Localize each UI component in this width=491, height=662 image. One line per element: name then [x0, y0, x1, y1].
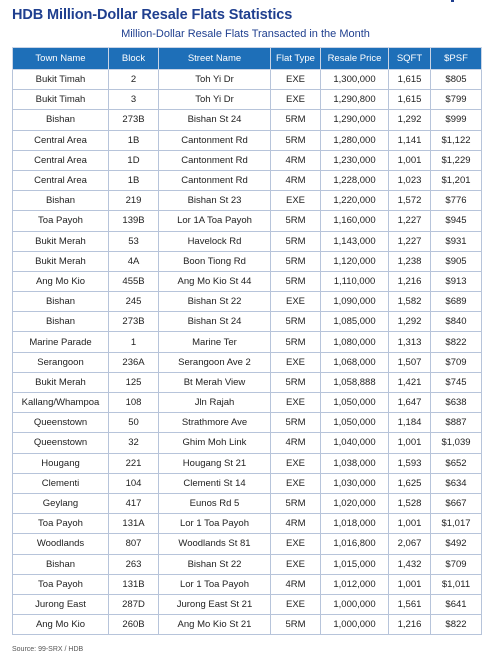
cell-street: Woodlands St 81: [159, 534, 271, 554]
cell-psf: $1,201: [431, 170, 482, 190]
cell-flat-type: EXE: [271, 292, 321, 312]
table-row: [13, 292, 482, 312]
corner-mark: [451, 0, 454, 2]
cell-town: Queenstown: [13, 433, 109, 453]
cell-resale-price: 1,040,000: [321, 433, 389, 453]
cell-flat-type: EXE: [271, 453, 321, 473]
cell-town: Kallang/Whampoa: [13, 393, 109, 413]
cell-flat-type: 5RM: [271, 231, 321, 251]
cell-town: Serangoon: [13, 352, 109, 372]
table-row: [13, 352, 482, 372]
cell-flat-type: 5RM: [271, 493, 321, 513]
cell-psf: $638: [431, 393, 482, 413]
cell-block: 131A: [109, 514, 159, 534]
cell-block: 1: [109, 332, 159, 352]
cell-street: Cantonment Rd: [159, 150, 271, 170]
cell-resale-price: 1,000,000: [321, 594, 389, 614]
cell-resale-price: 1,220,000: [321, 191, 389, 211]
cell-flat-type: 5RM: [271, 615, 321, 635]
cell-block: 417: [109, 493, 159, 513]
table-caption: Million-Dollar Resale Flats Transacted in the Month: [121, 28, 370, 40]
cell-flat-type: 4RM: [271, 514, 321, 534]
cell-resale-price: 1,085,000: [321, 312, 389, 332]
cell-town: Ang Mo Kio: [13, 615, 109, 635]
cell-flat-type: EXE: [271, 393, 321, 413]
cell-flat-type: 4RM: [271, 150, 321, 170]
cell-sqft: 1,421: [389, 372, 431, 392]
cell-town: Bukit Merah: [13, 251, 109, 271]
table-row: [13, 271, 482, 291]
cell-sqft: 1,561: [389, 594, 431, 614]
table-row: [13, 150, 482, 170]
cell-psf: $913: [431, 271, 482, 291]
cell-block: 2: [109, 70, 159, 90]
table-row: [13, 312, 482, 332]
cell-resale-price: 1,160,000: [321, 211, 389, 231]
cell-flat-type: 5RM: [271, 130, 321, 150]
cell-resale-price: 1,015,000: [321, 554, 389, 574]
table-row: [13, 514, 482, 534]
cell-resale-price: 1,016,800: [321, 534, 389, 554]
table-row: [13, 251, 482, 271]
cell-flat-type: 4RM: [271, 433, 321, 453]
cell-sqft: 1,001: [389, 150, 431, 170]
table-row: [13, 372, 482, 392]
table-row: [13, 493, 482, 513]
table-row: [13, 211, 482, 231]
cell-block: 245: [109, 292, 159, 312]
cell-town: Geylang: [13, 493, 109, 513]
cell-resale-price: 1,228,000: [321, 170, 389, 190]
cell-psf: $1,017: [431, 514, 482, 534]
cell-psf: $805: [431, 70, 482, 90]
cell-town: Woodlands: [13, 534, 109, 554]
cell-block: 263: [109, 554, 159, 574]
table-row: [13, 473, 482, 493]
cell-flat-type: EXE: [271, 473, 321, 493]
column-header-psf: $PSF: [431, 48, 482, 70]
cell-resale-price: 1,038,000: [321, 453, 389, 473]
cell-town: Bishan: [13, 191, 109, 211]
cell-street: Bishan St 24: [159, 110, 271, 130]
cell-psf: $887: [431, 413, 482, 433]
cell-sqft: 1,184: [389, 413, 431, 433]
cell-resale-price: 1,050,000: [321, 393, 389, 413]
table-row: [13, 110, 482, 130]
cell-flat-type: EXE: [271, 70, 321, 90]
cell-street: Bishan St 22: [159, 292, 271, 312]
cell-psf: $641: [431, 594, 482, 614]
cell-block: 108: [109, 393, 159, 413]
cell-sqft: 1,292: [389, 110, 431, 130]
table-row: [13, 170, 482, 190]
cell-resale-price: 1,020,000: [321, 493, 389, 513]
cell-block: 273B: [109, 110, 159, 130]
cell-block: 53: [109, 231, 159, 251]
cell-street: Hougang St 21: [159, 453, 271, 473]
cell-town: Central Area: [13, 130, 109, 150]
cell-street: Bt Merah View: [159, 372, 271, 392]
cell-psf: $745: [431, 372, 482, 392]
cell-flat-type: 5RM: [271, 372, 321, 392]
cell-street: Toh Yi Dr: [159, 90, 271, 110]
table-body: [13, 70, 482, 635]
cell-sqft: 1,507: [389, 352, 431, 372]
cell-flat-type: EXE: [271, 554, 321, 574]
cell-street: Strathmore Ave: [159, 413, 271, 433]
cell-street: Lor 1 Toa Payoh: [159, 574, 271, 594]
cell-flat-type: EXE: [271, 594, 321, 614]
table-row: [13, 393, 482, 413]
cell-psf: $945: [431, 211, 482, 231]
cell-town: Clementi: [13, 473, 109, 493]
cell-resale-price: 1,230,000: [321, 150, 389, 170]
cell-block: 807: [109, 534, 159, 554]
cell-psf: $492: [431, 534, 482, 554]
cell-town: Bukit Merah: [13, 372, 109, 392]
cell-flat-type: 5RM: [271, 413, 321, 433]
cell-block: 1B: [109, 130, 159, 150]
cell-town: Central Area: [13, 170, 109, 190]
cell-flat-type: 5RM: [271, 110, 321, 130]
cell-block: 32: [109, 433, 159, 453]
cell-block: 221: [109, 453, 159, 473]
cell-town: Bishan: [13, 554, 109, 574]
cell-psf: $776: [431, 191, 482, 211]
cell-flat-type: EXE: [271, 534, 321, 554]
cell-street: Marine Ter: [159, 332, 271, 352]
cell-flat-type: 4RM: [271, 170, 321, 190]
page-title: HDB Million-Dollar Resale Flats Statistics: [12, 7, 293, 23]
cell-block: 287D: [109, 594, 159, 614]
cell-flat-type: EXE: [271, 90, 321, 110]
cell-psf: $931: [431, 231, 482, 251]
cell-sqft: 1,227: [389, 231, 431, 251]
resale-flats-table: [12, 47, 482, 635]
cell-town: Hougang: [13, 453, 109, 473]
table-row: [13, 615, 482, 635]
table-row: [13, 413, 482, 433]
cell-resale-price: 1,030,000: [321, 473, 389, 493]
cell-town: Bukit Merah: [13, 231, 109, 251]
cell-resale-price: 1,068,000: [321, 352, 389, 372]
cell-psf: $1,122: [431, 130, 482, 150]
cell-town: Toa Payoh: [13, 574, 109, 594]
cell-town: Toa Payoh: [13, 514, 109, 534]
cell-flat-type: 5RM: [271, 312, 321, 332]
cell-psf: $799: [431, 90, 482, 110]
column-header-sqft: SQFT: [389, 48, 431, 70]
table-row: [13, 594, 482, 614]
cell-resale-price: 1,050,000: [321, 413, 389, 433]
cell-block: 455B: [109, 271, 159, 291]
table-row: [13, 574, 482, 594]
cell-sqft: 1,572: [389, 191, 431, 211]
table-row: [13, 453, 482, 473]
cell-street: Ghim Moh Link: [159, 433, 271, 453]
cell-sqft: 1,292: [389, 312, 431, 332]
cell-flat-type: 5RM: [271, 211, 321, 231]
cell-block: 273B: [109, 312, 159, 332]
cell-sqft: 1,141: [389, 130, 431, 150]
cell-resale-price: 1,110,000: [321, 271, 389, 291]
cell-sqft: 1,216: [389, 271, 431, 291]
cell-psf: $709: [431, 554, 482, 574]
cell-resale-price: 1,018,000: [321, 514, 389, 534]
cell-resale-price: 1,090,000: [321, 292, 389, 312]
cell-town: Bukit Timah: [13, 70, 109, 90]
table-row: [13, 534, 482, 554]
table-header: [13, 48, 482, 70]
cell-flat-type: EXE: [271, 352, 321, 372]
cell-sqft: 1,582: [389, 292, 431, 312]
cell-resale-price: 1,000,000: [321, 615, 389, 635]
cell-block: 4A: [109, 251, 159, 271]
cell-psf: $822: [431, 615, 482, 635]
cell-street: Bishan St 22: [159, 554, 271, 574]
cell-street: Cantonment Rd: [159, 170, 271, 190]
cell-block: 260B: [109, 615, 159, 635]
cell-town: Toa Payoh: [13, 211, 109, 231]
cell-block: 131B: [109, 574, 159, 594]
cell-town: Bishan: [13, 312, 109, 332]
table-row: [13, 191, 482, 211]
cell-psf: $999: [431, 110, 482, 130]
column-header-town: Town Name: [13, 48, 109, 70]
cell-resale-price: 1,290,000: [321, 110, 389, 130]
cell-street: Boon Tiong Rd: [159, 251, 271, 271]
table-row: [13, 332, 482, 352]
cell-resale-price: 1,290,800: [321, 90, 389, 110]
cell-street: Eunos Rd 5: [159, 493, 271, 513]
cell-street: Toh Yi Dr: [159, 70, 271, 90]
cell-sqft: 1,238: [389, 251, 431, 271]
cell-flat-type: EXE: [271, 191, 321, 211]
cell-street: Jurong East St 21: [159, 594, 271, 614]
cell-block: 50: [109, 413, 159, 433]
cell-sqft: 1,023: [389, 170, 431, 190]
cell-sqft: 1,647: [389, 393, 431, 413]
cell-sqft: 1,001: [389, 433, 431, 453]
cell-sqft: 1,615: [389, 70, 431, 90]
cell-resale-price: 1,080,000: [321, 332, 389, 352]
cell-sqft: 1,216: [389, 615, 431, 635]
cell-psf: $667: [431, 493, 482, 513]
cell-town: Bukit Timah: [13, 90, 109, 110]
cell-psf: $1,039: [431, 433, 482, 453]
table-row: [13, 130, 482, 150]
cell-resale-price: 1,300,000: [321, 70, 389, 90]
cell-psf: $1,229: [431, 150, 482, 170]
cell-psf: $1,011: [431, 574, 482, 594]
cell-town: Queenstown: [13, 413, 109, 433]
cell-town: Marine Parade: [13, 332, 109, 352]
cell-psf: $634: [431, 473, 482, 493]
cell-sqft: 1,313: [389, 332, 431, 352]
cell-resale-price: 1,058,888: [321, 372, 389, 392]
cell-street: Bishan St 23: [159, 191, 271, 211]
cell-sqft: 1,227: [389, 211, 431, 231]
cell-block: 3: [109, 90, 159, 110]
table-row: [13, 70, 482, 90]
table-row: [13, 554, 482, 574]
table-header-row: [13, 48, 482, 70]
cell-flat-type: 4RM: [271, 574, 321, 594]
cell-street: Bishan St 24: [159, 312, 271, 332]
cell-street: Lor 1 Toa Payoh: [159, 514, 271, 534]
cell-street: Havelock Rd: [159, 231, 271, 251]
cell-sqft: 1,528: [389, 493, 431, 513]
cell-sqft: 1,593: [389, 453, 431, 473]
cell-street: Lor 1A Toa Payoh: [159, 211, 271, 231]
table-row: [13, 90, 482, 110]
cell-town: Bishan: [13, 292, 109, 312]
cell-resale-price: 1,280,000: [321, 130, 389, 150]
cell-block: 236A: [109, 352, 159, 372]
cell-resale-price: 1,120,000: [321, 251, 389, 271]
cell-street: Serangoon Ave 2: [159, 352, 271, 372]
cell-block: 1D: [109, 150, 159, 170]
cell-town: Bishan: [13, 110, 109, 130]
cell-flat-type: 5RM: [271, 332, 321, 352]
cell-block: 1B: [109, 170, 159, 190]
cell-resale-price: 1,012,000: [321, 574, 389, 594]
cell-sqft: 1,432: [389, 554, 431, 574]
cell-street: Ang Mo Kio St 21: [159, 615, 271, 635]
cell-sqft: 1,001: [389, 514, 431, 534]
cell-flat-type: 5RM: [271, 271, 321, 291]
column-header-block: Block: [109, 48, 159, 70]
column-header-street: Street Name: [159, 48, 271, 70]
cell-sqft: 1,001: [389, 574, 431, 594]
cell-psf: $709: [431, 352, 482, 372]
cell-sqft: 2,067: [389, 534, 431, 554]
column-header-flat-type: Flat Type: [271, 48, 321, 70]
cell-resale-price: 1,143,000: [321, 231, 389, 251]
cell-psf: $822: [431, 332, 482, 352]
cell-street: Jln Rajah: [159, 393, 271, 413]
table-row: [13, 231, 482, 251]
cell-sqft: 1,615: [389, 90, 431, 110]
cell-sqft: 1,625: [389, 473, 431, 493]
cell-block: 139B: [109, 211, 159, 231]
cell-psf: $840: [431, 312, 482, 332]
cell-street: Ang Mo Kio St 44: [159, 271, 271, 291]
cell-block: 125: [109, 372, 159, 392]
source-note: Source: 99-SRX / HDB: [12, 646, 84, 653]
column-header-resale-price: Resale Price: [321, 48, 389, 70]
cell-town: Central Area: [13, 150, 109, 170]
cell-town: Ang Mo Kio: [13, 271, 109, 291]
cell-street: Clementi St 14: [159, 473, 271, 493]
cell-flat-type: 5RM: [271, 251, 321, 271]
cell-street: Cantonment Rd: [159, 130, 271, 150]
cell-psf: $689: [431, 292, 482, 312]
cell-psf: $652: [431, 453, 482, 473]
cell-town: Jurong East: [13, 594, 109, 614]
table-row: [13, 433, 482, 453]
cell-psf: $905: [431, 251, 482, 271]
cell-block: 104: [109, 473, 159, 493]
cell-block: 219: [109, 191, 159, 211]
